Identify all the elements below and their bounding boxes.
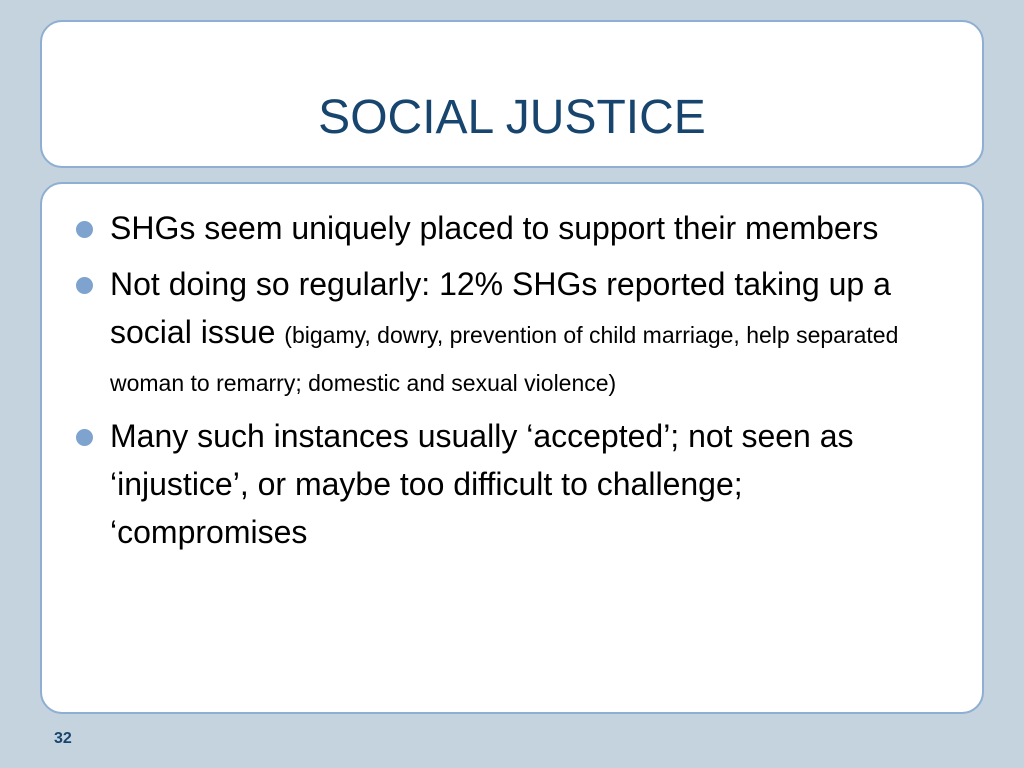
bullet-icon [76,277,93,294]
bullet-text-2: Not doing so regularly: 12% SHGs reported taking up a social issue [110,266,891,350]
bullet-text-1: SHGs seem uniquely placed to support their members [110,210,879,246]
bullet-icon [76,221,93,238]
slide-title: SOCIAL JUSTICE [318,91,706,144]
bullet-icon [76,429,93,446]
title-panel [40,20,984,168]
bullet-item-3 [70,412,930,556]
bullet-item-2 [70,260,930,404]
bullet-list [70,204,930,564]
bullet-text-3: Many such instances usually ‘accepted’; not seen as ‘injustice’, or maybe too difficult to challenge; ‘compromises [110,418,854,550]
bullet-item-1 [70,204,930,252]
page-number: 32 [54,730,72,747]
bullet-note-2: (bigamy, dowry, prevention of child marriage, help separated woman to remarry; domestic and sexual violence) [110,322,899,396]
